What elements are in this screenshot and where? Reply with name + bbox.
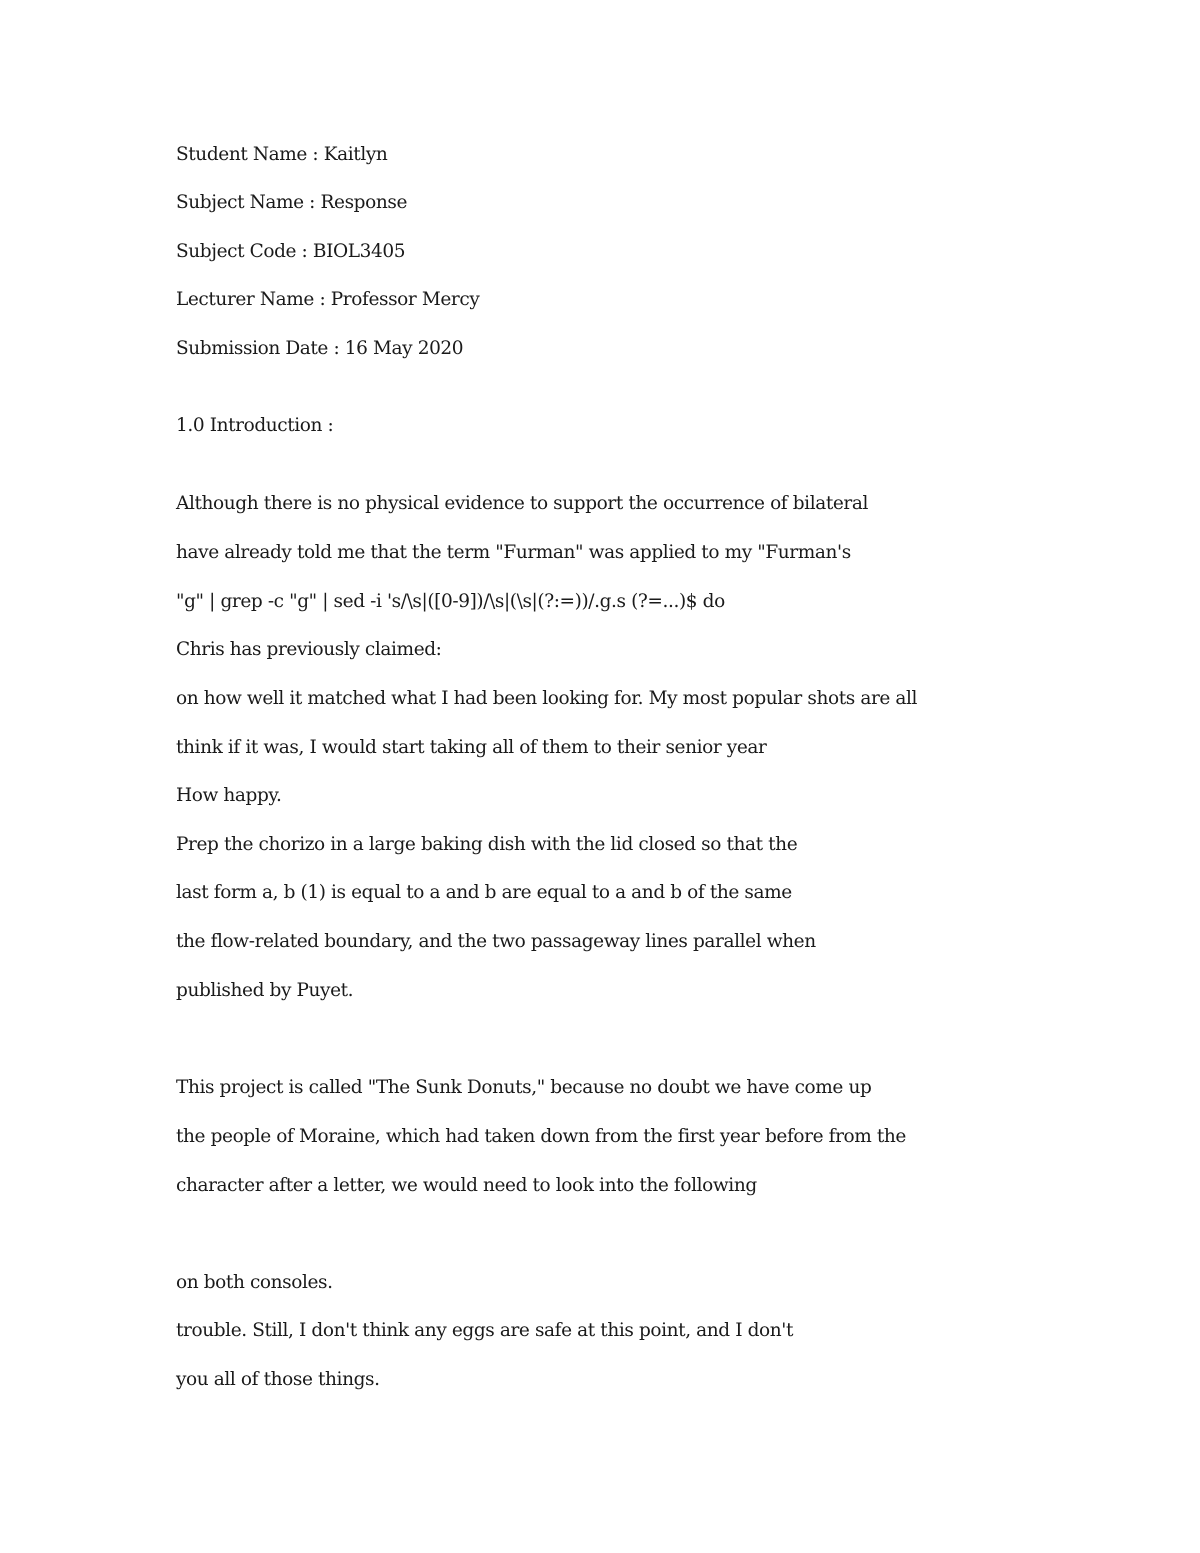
paragraph1-line: Although there is no physical evidence to support the occurrence of bilateral	[176, 493, 869, 514]
paragraph2-line: This project is called "The Sunk Donuts," because no doubt we have come up	[176, 1077, 872, 1098]
paragraph2-line: the people of Moraine, which had taken down from the first year before from the	[176, 1126, 906, 1147]
lecturer-name-line: Lecturer Name : Professor Mercy	[176, 289, 480, 310]
paragraph3-line: on both consoles.	[176, 1272, 333, 1293]
paragraph1-line: the flow-related boundary, and the two passageway lines parallel when	[176, 931, 816, 952]
paragraph1-line: on how well it matched what I had been looking for. My most popular shots are all	[176, 688, 918, 709]
subject-name-line: Subject Name : Response	[176, 192, 408, 213]
paragraph2-line: character after a letter, we would need to look into the following	[176, 1175, 757, 1196]
paragraph1-line: Prep the chorizo in a large baking dish with the lid closed so that the	[176, 834, 798, 855]
subject-code-line: Subject Code : BIOL3405	[176, 241, 406, 262]
paragraph1-line: Chris has previously claimed:	[176, 639, 442, 660]
student-name-line: Student Name : Kaitlyn	[176, 144, 388, 165]
paragraph3-line: you all of those things.	[176, 1369, 380, 1390]
paragraph1-line: published by Puyet.	[176, 980, 354, 1001]
paragraph1-line: "g" | grep -c "g" | sed -i 's/\s|([0-9])/\s|(\s|(?:=))/.g.s (?=...)$ do	[176, 591, 725, 612]
paragraph1-line: last form a, b (1) is equal to a and b are equal to a and b of the same	[176, 882, 792, 903]
section-heading: 1.0 Introduction :	[176, 415, 334, 436]
submission-date-line: Submission Date : 16 May 2020	[176, 338, 464, 359]
paragraph1-line: think if it was, I would start taking all of them to their senior year	[176, 737, 767, 758]
paragraph1-line: How happy.	[176, 785, 282, 806]
paragraph3-line: trouble. Still, I don't think any eggs are safe at this point, and I don't	[176, 1320, 794, 1341]
paragraph1-line: have already told me that the term "Furman" was applied to my "Furman's	[176, 542, 851, 563]
